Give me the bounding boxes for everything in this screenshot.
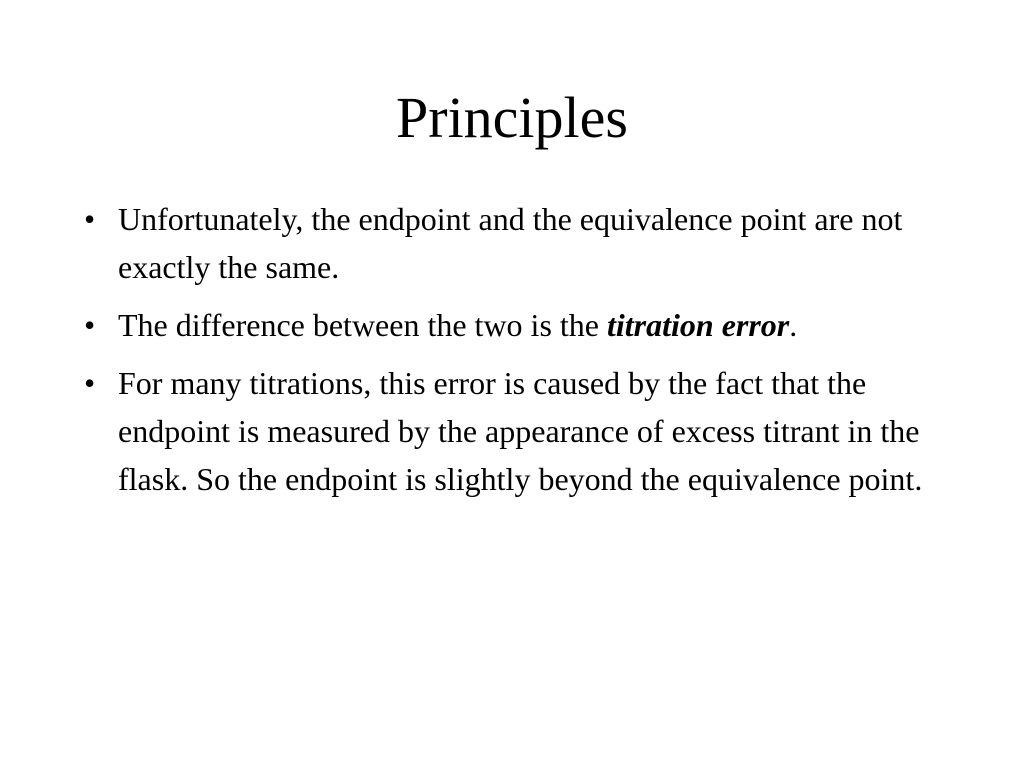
slide-title: Principles [396,85,628,150]
bullet-text: For many titrations, this error is caused by the fact that the endpoint is measured by the appearance of excess titrant in the flask. So the endpoint is slightly beyond the equivalence point. [118,365,923,497]
bullet-text: Unfortunately, the endpoint and the equivalence point are not exactly the same. [118,201,903,285]
bullet-text-tail: . [789,307,798,343]
bullet-text-lead: The difference between the two is the [118,307,607,343]
bullet-list [78,195,958,513]
bullet-item-many-titrations [78,359,958,503]
bullet-emphasis-term: titration error [606,307,790,343]
bullet-dot-icon: • [84,365,96,401]
bullet-dot-icon: • [84,201,96,237]
bullet-item-unfortunately [78,195,958,291]
bullet-dot-icon: • [84,307,96,343]
bullet-item-difference [78,301,958,349]
